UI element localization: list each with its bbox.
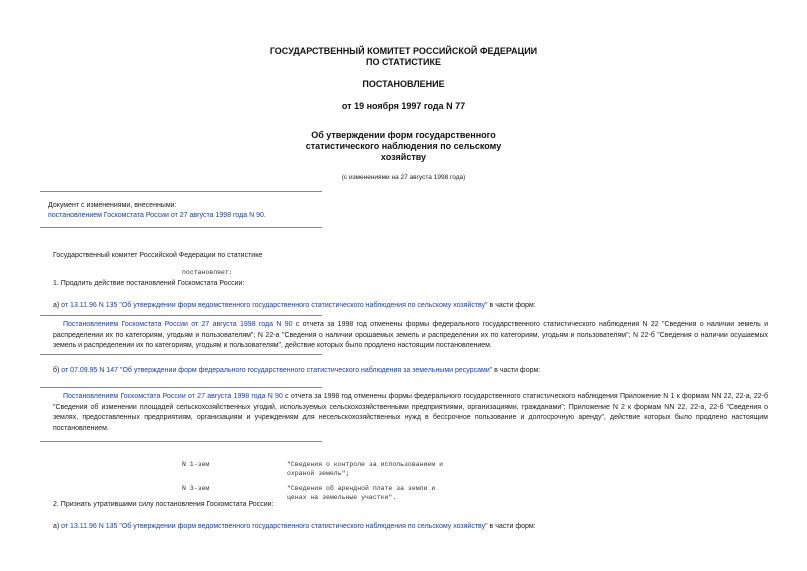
revision-note: (с изменениями на 27 августа 1998 года) [341, 174, 466, 181]
subject-line-2: статистического наблюдения по сельскому [305, 141, 502, 151]
subject-line-1: Об утверждении форм государственного [311, 130, 496, 140]
item-1b-suffix: в части форм: [492, 367, 541, 374]
item-2a-link[interactable]: от 13.11.96 N 135 "Об утверждении форм ведомственного государственного статистического наблюдения по сельскому хозяйству" [61, 523, 488, 530]
form-2-code: N 3-зем [182, 485, 210, 492]
divider [40, 227, 322, 228]
note-2 [53, 392, 768, 434]
note-1-text: с отчета за 1998 год отменены формы федерального государственного статистического наблюдения N 22 "Сведения о наличии земель и распределении их по категориям, угодьям и пользователям"; N 22-а "Сведения о наличии орошаемых земель и распределении их по категориям, угодьям и пользователям"; N 22-б "Сведения о наличии осушаемых земель и распределении их по категориям, угодьям и пользователям", действие которых было продлено настоящим постановлением. [53, 321, 768, 349]
issuer-heading-line2: ПО СТАТИСТИКЕ [366, 57, 441, 67]
form-1-code: N 1-зем [182, 461, 210, 468]
form-1-desc-line1: "Сведения о контроле за использованием и [287, 461, 444, 468]
date-number: от 19 ноября 1997 года N 77 [341, 101, 466, 111]
amendment-intro: Документ с изменениями, внесенными: [48, 202, 177, 209]
note-2-text: с отчета за 1998 год отменены формы федерального государственного статистического наблюдения Приложение N 1 к формам NN 22, 22-а, 22-б "Сведения об изменении площадей сельскохозяйственных угодий, используемых сельскохозяйственными предприятиями, организациями, гражданами"; Приложение N 2 к формам NN 22, 22-а, 22-б "Сведения о землях, предоставленных предприятиям, организациям и учреждениям для несельскохозяйственных нужд в бессрочное пользование и долгосрочную аренду", действие которых было продлено настоящим постановлением. [53, 393, 768, 432]
document-type: ПОСТАНОВЛЕНИЕ [362, 79, 445, 89]
issuer-heading: ГОСУДАРСТВЕННЫЙ КОМИТЕТ РОССИЙСКОЙ ФЕДЕРАЦИИ [269, 46, 538, 56]
form-2-desc-line1: "Сведения об арендной плате за земли и [287, 485, 436, 492]
form-1-desc-line2: охраной земель"; [287, 470, 350, 477]
note-2-link[interactable]: Постановлением Госкомстата России от 27 августа 1998 года N 90 [63, 393, 283, 400]
note-1 [53, 320, 768, 352]
divider [40, 387, 322, 388]
item-1b-prefix: б) [53, 367, 62, 374]
subject-line-3: хозяйству [380, 152, 427, 162]
note-1-link[interactable]: Постановлением Госкомстата России от 27 августа 1998 года N 90 [63, 321, 293, 328]
item-1: 1. Продлить действие постановлений Госкомстата России: [53, 280, 245, 287]
divider [40, 191, 322, 192]
item-2: 2. Признать утратившими силу постановления Госкомстата России: [53, 501, 274, 508]
item-1a-suffix: в части форм: [487, 302, 536, 309]
item-2a-prefix: а) [53, 523, 62, 530]
divider [40, 441, 322, 442]
item-2a [53, 522, 773, 532]
decree-word: постановляет: [182, 269, 233, 276]
item-1a-link[interactable]: от 13.11.96 N 135 "Об утверждении форм ведомственного государственного статистического наблюдения по сельскому хозяйству" [61, 302, 488, 309]
issuer-text: Государственный комитет Российской Федерации по статистике [53, 252, 263, 259]
divider [40, 354, 322, 355]
item-1b [53, 366, 773, 376]
item-1b-link[interactable]: от 07.09.95 N 147 "Об утверждении форм федерального государственного статистического наблюдения за земельными ресурсами" [61, 367, 493, 374]
item-1a-prefix: а) [53, 302, 62, 309]
item-2a-suffix: в части форм: [487, 523, 536, 530]
item-1a [53, 301, 773, 311]
amendment-link[interactable]: постановлением Госкомстата России от 27 августа 1998 года N 90. [48, 212, 266, 219]
form-2-desc-line2: ценах на земельные участки". [287, 494, 397, 501]
divider [40, 315, 322, 316]
